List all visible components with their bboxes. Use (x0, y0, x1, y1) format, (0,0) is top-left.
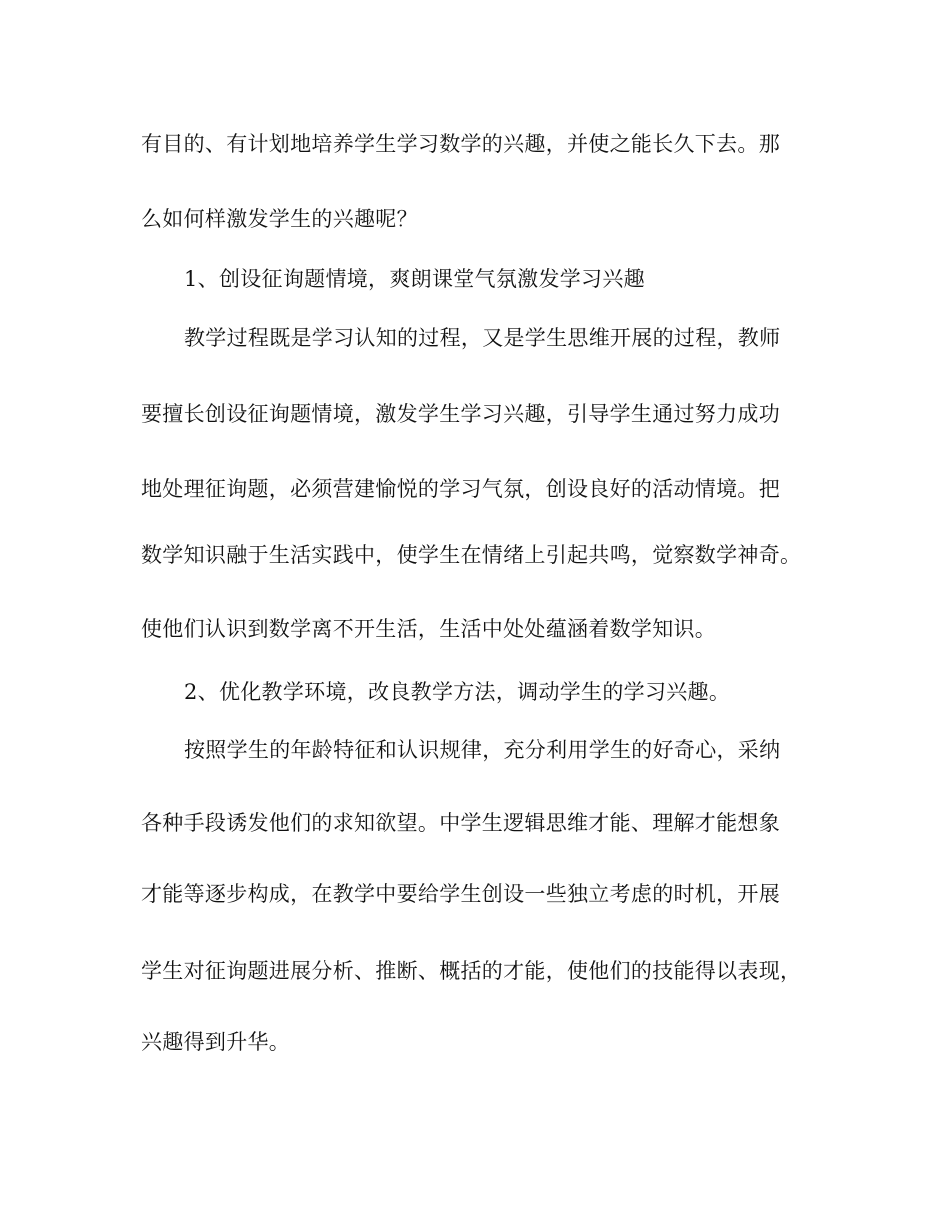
section-heading-1: 1、创设征询题情境，爽朗课堂气氛激发学习兴趣 (184, 267, 645, 291)
paragraph-line: 使他们认识到数学离不开生活，生活中处处蕴涵着数学知识。 (141, 617, 717, 641)
paragraph-line: 按照学生的年龄特征和认识规律，充分利用学生的好奇心，采纳 (184, 738, 781, 762)
paragraph-line: 要擅长创设征询题情境，激发学生学习兴趣，引导学生通过努力成功 (141, 402, 780, 426)
paragraph-line: 各种手段诱发他们的求知欲望。中学生逻辑思维才能、理解才能想象 (141, 811, 780, 835)
paragraph-line: 教学过程既是学习认知的过程，又是学生思维开展的过程，教师 (184, 326, 781, 350)
paragraph-line: 数学知识融于生活实践中，使学生在情绪上引起共鸣，觉察数学神奇。 (141, 543, 802, 567)
paragraph-line: 才能等逐步构成，在教学中要给学生创设一些独立考虑的时机，开展 (141, 882, 780, 906)
section-heading-2: 2、优化教学环境，改良教学方法，调动学生的学习兴趣。 (184, 680, 731, 704)
paragraph-line: 有目的、有计划地培养学生学习数学的兴趣，并使之能长久下去。那 (141, 132, 780, 156)
paragraph-line: 学生对征询题进展分析、推断、概括的才能，使他们的技能得以表现， (141, 959, 802, 983)
paragraph-line: 么如何样激发学生的兴趣呢？ (141, 207, 418, 231)
paragraph-line: 地处理征询题，必须营建愉悦的学习气氛，创设良好的活动情境。把 (141, 477, 780, 501)
paragraph-line: 兴趣得到升华。 (141, 1030, 291, 1054)
